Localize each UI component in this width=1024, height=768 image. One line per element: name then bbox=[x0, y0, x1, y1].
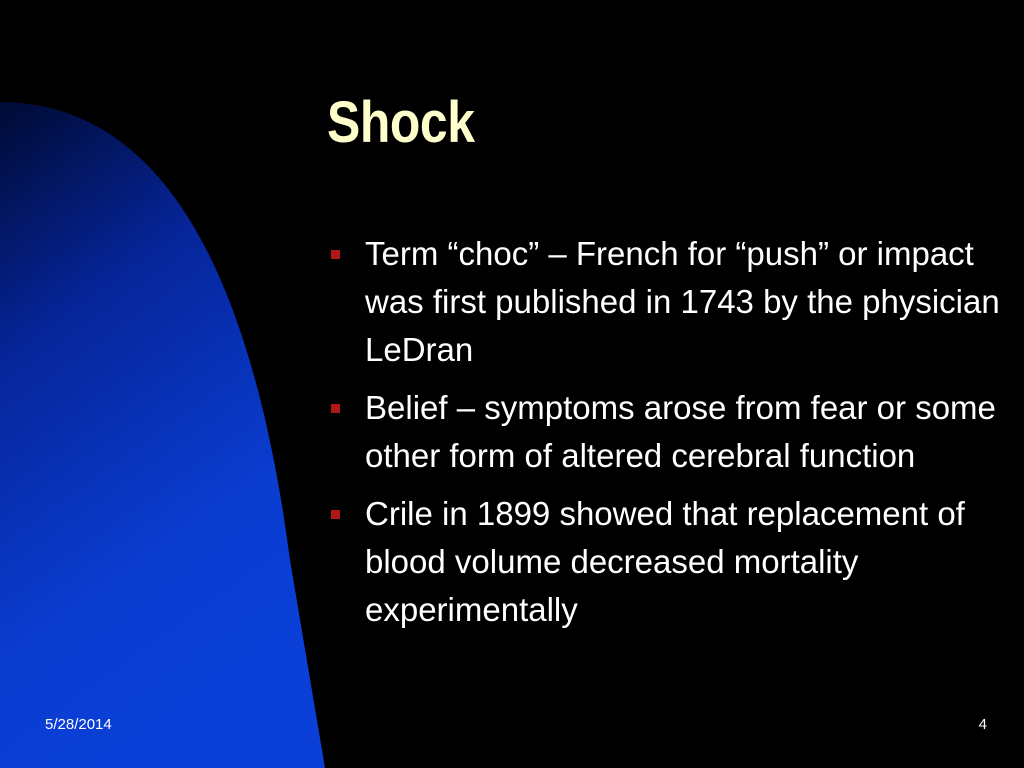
bullet-list bbox=[327, 230, 1007, 644]
footer-date: 5/28/2014 bbox=[45, 716, 112, 733]
bullet-item bbox=[327, 490, 1007, 634]
bullet-item bbox=[327, 230, 1007, 374]
square-bullet-icon bbox=[331, 510, 340, 519]
footer-page-number: 4 bbox=[978, 716, 987, 733]
square-bullet-icon bbox=[331, 250, 340, 259]
bullet-item bbox=[327, 384, 1007, 480]
bullet-text: Term “choc” – French for “push” or impact was first published in 1743 by the physician LeDran bbox=[365, 235, 1000, 368]
bullet-text: Crile in 1899 showed that replacement of blood volume decreased mortality experimentally bbox=[365, 495, 965, 628]
bullet-text: Belief – symptoms arose from fear or some other form of altered cerebral function bbox=[365, 389, 996, 474]
slide-title: Shock bbox=[327, 90, 475, 155]
square-bullet-icon bbox=[331, 404, 340, 413]
